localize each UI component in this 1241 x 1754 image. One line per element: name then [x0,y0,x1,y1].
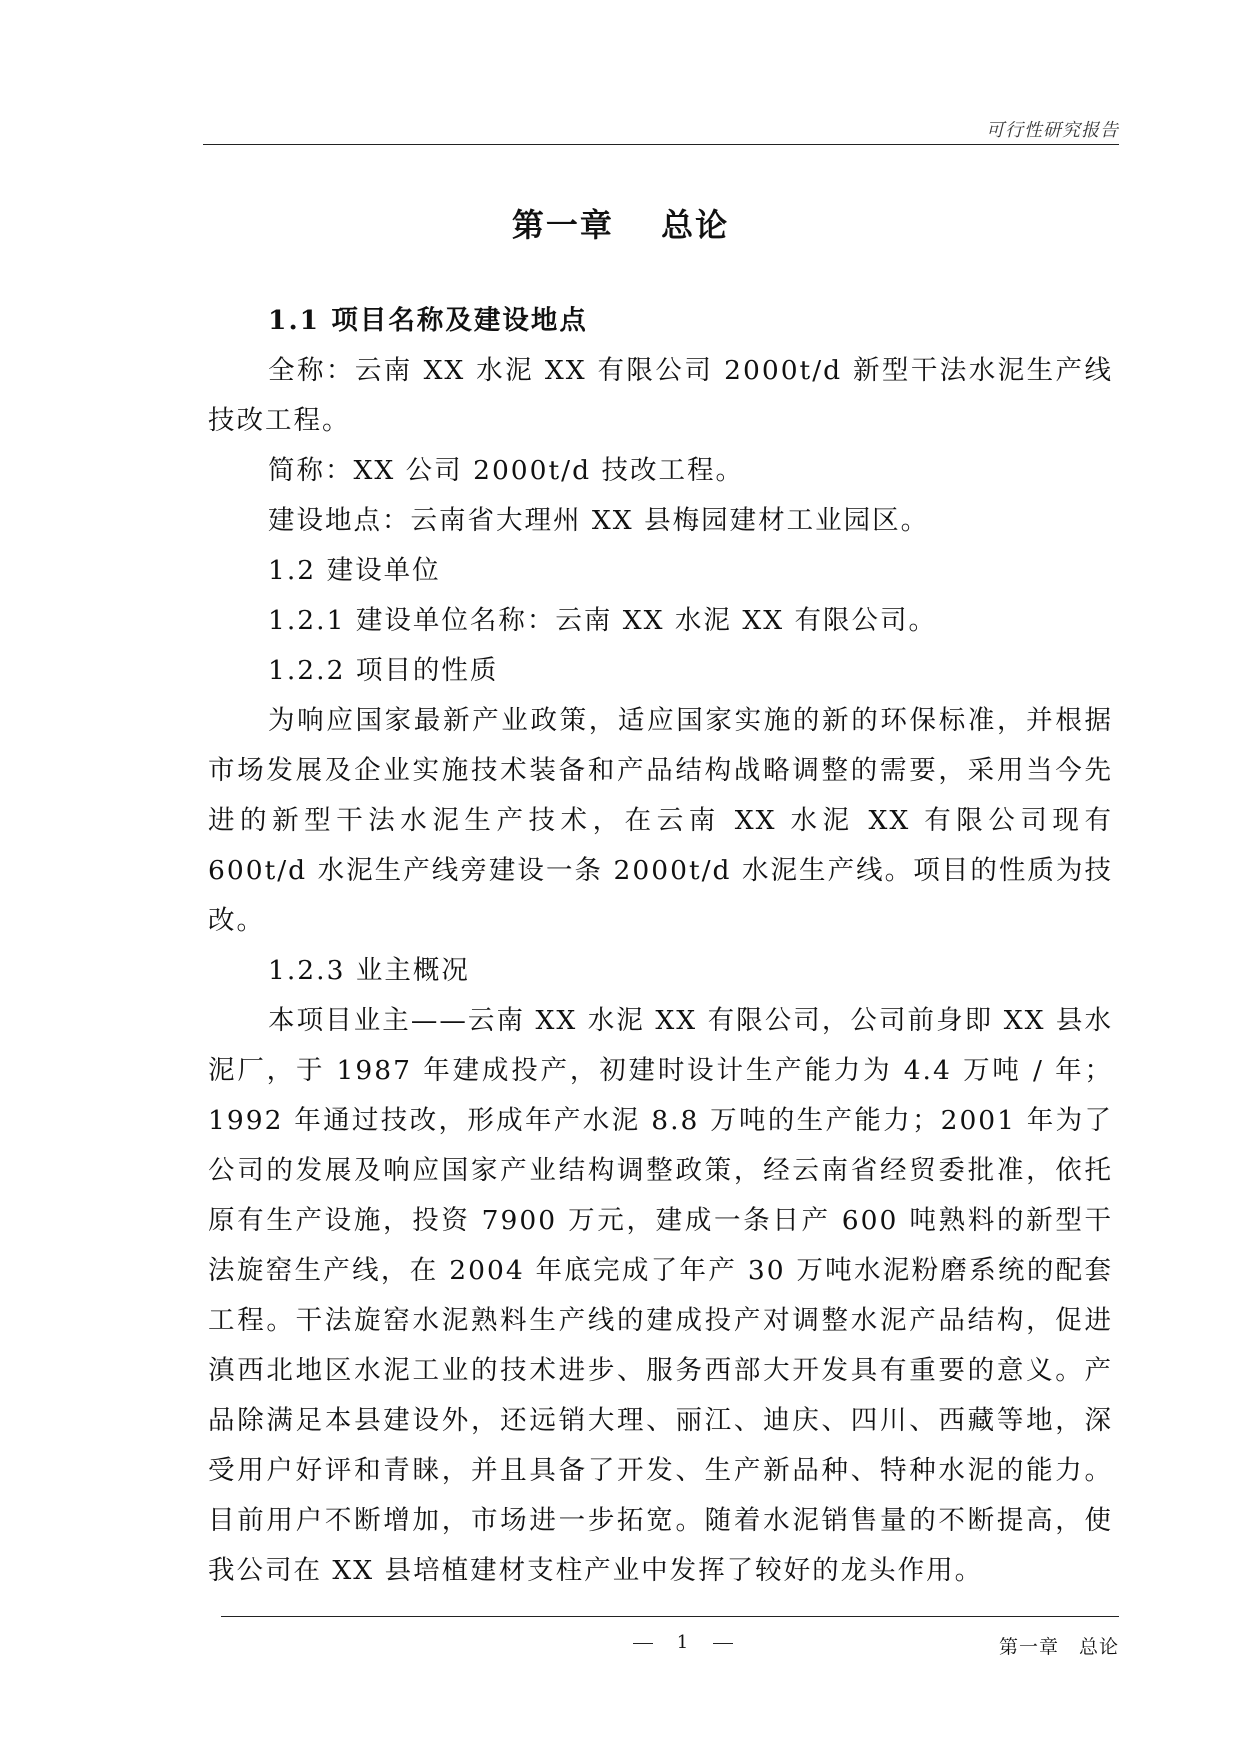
section-1-1-heading: 1.1 项目名称及建设地点 [268,305,588,336]
section-1-2-3-heading: 1.2.3 业主概况 [268,955,470,986]
project-short-name: 简称：XX 公司 2000t/d 技改工程。 [268,455,744,486]
footer-chapter-label: 第一章 总论 [998,1636,1119,1658]
page-dash-right [713,1643,733,1644]
running-header: 可行性研究报告 [986,120,1119,141]
document-body [208,296,1113,1596]
footer-rule [221,1616,1119,1617]
section-1-2-2-body: 为响应国家最新产业政策，适应国家实施的新的环保标准，并根据市场发展及企业实施技术装备和产品结构战略调整的需要，采用当今先进的新型干法水泥生产技术，在云南 XX 水泥 XX 有限公司现有 600t/d 水泥生产线旁建设一条 2000t/d 水泥生产线。项目的性质为技改。 [208,705,1113,936]
chapter-title: 第一章 总论 [511,206,730,244]
section-1-2-heading: 1.2 建设单位 [268,555,441,586]
section-1-2-1: 1.2.1 建设单位名称：云南 XX 水泥 XX 有限公司。 [268,605,938,636]
section-1-2-2-heading: 1.2.2 项目的性质 [268,655,499,686]
page-dash-left [633,1643,653,1644]
section-1-2-3-body: 本项目业主——云南 XX 水泥 XX 有限公司，公司前身即 XX 县水泥厂，于 1987 年建成投产，初建时设计生产能力为 4.4 万吨 / 年；1992 年通过技改，形成年产水泥 8.8 万吨的生产能力；2001 年为了公司的发展及响应国家产业结构调整政策，经云南省经贸委批准，依托原有生产设施，投资 7900 万元，建成一条日产 600 吨熟料的新型干法旋窑生产线，在 2004 年底完成了年产 30 万吨水泥粉磨系统的配套工程。干法旋窑水泥熟料生产线的建成投产对调整水泥产品结构，促进滇西北地区水泥工业的技术进步、服务西部大开发具有重要的意义。产品除满足本县建设外，还远销大理、丽江、迪庆、四川、西藏等地，深受用户好评和青睐，并且具备了开发、生产新品种、特种水泥的能力。目前用户不断增加，市场进一步拓宽。随着水泥销售量的不断提高，使我公司在 XX 县培植建材支柱产业中发挥了较好的龙头作用。 [208,1005,1113,1586]
project-full-name: 全称：云南 XX 水泥 XX 有限公司 2000t/d 新型干法水泥生产线技改工程。 [208,355,1113,436]
page-number: 1 [676,1632,690,1653]
header-rule [203,144,1119,145]
project-location: 建设地点：云南省大理州 XX 县梅园建材工业园区。 [268,505,930,536]
